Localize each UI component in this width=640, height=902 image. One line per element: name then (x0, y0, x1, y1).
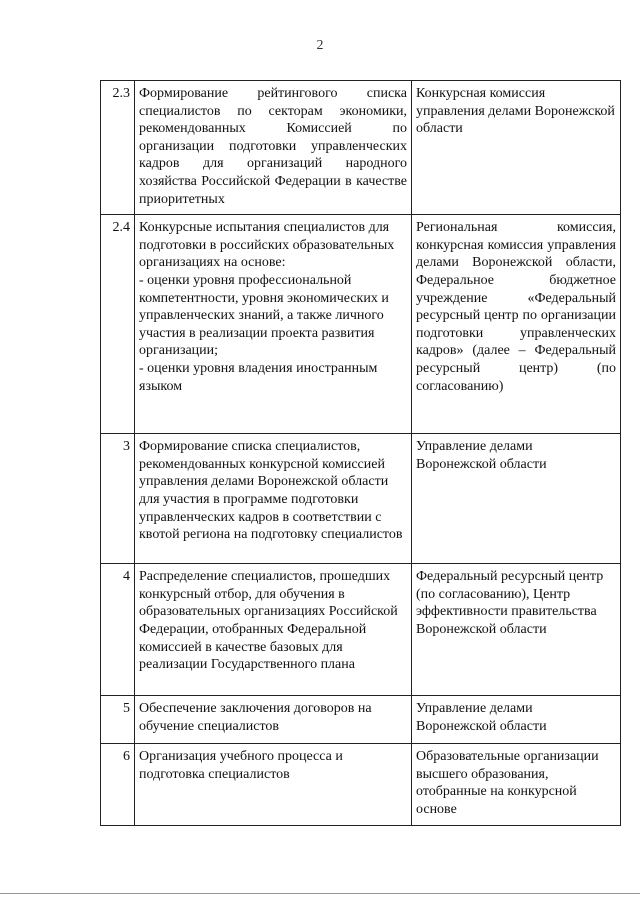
row-responsible: Федеральный ресурсный центр (по согласованию), Центр эффективности правительства Воронежской области (412, 564, 621, 696)
table-row (101, 81, 621, 215)
table-row (101, 215, 621, 434)
row-action-text: Конкурсные испытания специалистов для подготовки в российских образовательных организациях на основе: - оценки уровня профессиональной компетентности, уровня экономических и управленческих знаний, а также личного участия в реализации проекта развития организации; - оценки уровня владения иностранным языком (139, 220, 395, 394)
row-number: 2.4 (101, 215, 135, 434)
row-number: 5 (101, 696, 135, 744)
table-row (101, 434, 621, 564)
row-number: 4 (101, 564, 135, 696)
row-action: Формирование списка специалистов, рекомендованных конкурсной комиссией управления делами Воронежской области для участия в программе подготовки управленческих кадров в соответствии с квотой региона на подготовку специалистов (135, 434, 412, 564)
row-action: Формирование рейтингового списка специалистов по секторам экономики, рекомендованных Комиссией по организации подготовки управленческих кадров для организаций народного хозяйства Российской Федерации в качестве приоритетных (135, 81, 412, 215)
row-action: Распределение специалистов, прошедших конкурсный отбор, для обучения в образовательных организациях Российской Федерации, отобранных Федеральной комиссией в качестве базовых для реализации Государственного плана (135, 564, 412, 696)
plan-table (100, 80, 621, 826)
row-action (135, 215, 412, 434)
page-bottom-rule (0, 893, 640, 894)
table-row (101, 744, 621, 825)
row-responsible: Региональная комиссия, конкурсная комиссия управления делами Воронежской области, Федеральное бюджетное учреждение «Федеральный ресурсный центр по организации подготовки управленческих кадров» (далее – Федеральный ресурсный центр) (по согласованию) (412, 215, 621, 434)
row-action: Обеспечение заключения договоров на обучение специалистов (135, 696, 412, 744)
row-number: 3 (101, 434, 135, 564)
table-row (101, 696, 621, 744)
row-responsible: Управление делами Воронежской области (412, 696, 621, 744)
row-number: 2.3 (101, 81, 135, 215)
row-responsible: Управление делами Воронежской области (412, 434, 621, 564)
row-responsible: Образовательные организации высшего образования, отобранные на конкурсной основе (412, 744, 621, 825)
row-responsible: Конкурсная комиссия управления делами Воронежской области (412, 81, 621, 215)
row-action: Организация учебного процесса и подготовка специалистов (135, 744, 412, 825)
table-row (101, 564, 621, 696)
page-number: 2 (316, 38, 324, 53)
row-number: 6 (101, 744, 135, 825)
